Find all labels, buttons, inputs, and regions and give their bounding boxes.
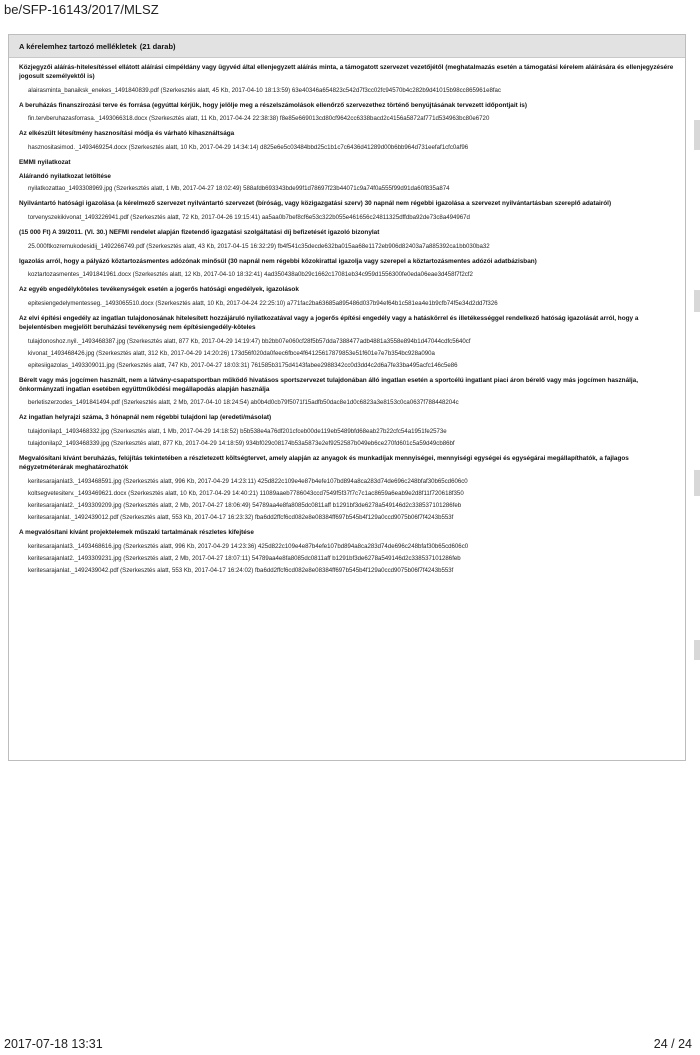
panel-title: A kérelemhez tartozó mellékletek [19, 41, 137, 51]
section-title: Közjegyzői aláírás-hitelesítéssel ellátott aláírási címpéldány vagy ügyvéd által ellenjegyzett aláírás minta, a támogatott szervezet vezetőjétől (meghatalmazás esetén a támogatási kérelem aláírására és ellenjegyzésére jogosult személyektől is) [19, 64, 674, 80]
attachment-file: keritesarajanlat._1492439042.pdf (Szerkesztés alatt, 553 Kb, 2017-04-17 16:24:02) fba6dd2ffcf6cd082e8e08384ff697b545b4f129a0ccd9075b06f7f4243b553f [28, 566, 454, 574]
attachment-section [19, 159, 679, 195]
section-subtitle: Aláírandó nyilatkozat letöltése [19, 172, 111, 180]
attachment-section [19, 315, 679, 372]
section-title: Igazolás arról, hogy a pályázó köztartozásmentes adózónak minősül (30 napnál nem régebbi közokirattal igazolja vagy szerepel a köztartozásmentes adózói adatbázisban) [19, 257, 537, 265]
attachment-file: tulajdonilap1_1493468332.jpg (Szerkesztés alatt, 1 Mb, 2017-04-29 14:18:52) b5b538e4a76df201cfceb00de119eb5489bfd68eab27b22cfc54a1951fe2573e [28, 428, 447, 436]
attachment-section [19, 229, 679, 253]
attachment-file: berletiszerzodes_1491841494.pdf (Szerkesztés alatt, 2 Mb, 2017-04-10 18:24:54) ab0b4d0cb79f5071f15adfb50dac8e1d0c6823a3e8153c0ca0637f788448204c [28, 399, 459, 407]
attachment-section [19, 102, 679, 126]
attachment-file: alairasminta_banaiksk_enekes_1491840839.pdf (Szerkesztés alatt, 45 Kb, 2017-04-10 18:13:59) 63e40346a654823c542d7f3cc02fc94570b4c282b9d41015b98cc865961e8fac [28, 86, 501, 94]
attachment-file: tulajdonoshoz.nyil._1493468387.jpg (Szerkesztés alatt, 877 Kb, 2017-04-29 14:19:47) bb2bb07e060cf28f5b57dda7388477adb4881a3558e894b1d47044cdfc5640cf [28, 337, 471, 345]
attachments-panel-header [9, 35, 685, 58]
scan-edge-mark [694, 640, 700, 660]
scan-edge-mark [694, 120, 700, 150]
section-title: EMMI nyilatkozat [19, 159, 71, 167]
attachment-section [19, 130, 679, 154]
page-number: 24 / 24 [653, 1037, 692, 1051]
section-title: A beruházás finanszírozási terve és forrása (egyúttal kérjük, hogy jelölje meg a részelszámolások ellenőrző szervezethez történő benyújtásának tervezett időpontjait is) [19, 101, 527, 109]
attachment-section [19, 200, 679, 224]
section-title: Bérelt vagy más jogcímen használt, nem a látvány-csapatsportban működő hivatásos sportszervezet tulajdonában álló ingatlan esetén a sportcélú ingatlant piaci áron bérelő vagy más jogcímen használja, önkormányzati ingatlan esetében együttműködési megállapodás alapján használja [19, 376, 639, 393]
attachment-file: fin.tervberuhazasforrasa._1493066318.docx (Szerkesztés alatt, 11 Kb, 2017-04-24 22:38:38) f8e85e669013cd80cf9642cc6338bacd2c4156a5872af771d534963bc80e6720 [28, 115, 490, 123]
attachment-file: keritesarajanlat2._1493309231.jpg (Szerkesztés alatt, 2 Mb, 2017-04-27 18:07:11) 54789aa4e8fa8085dc0811aff b1291bf3de6278a549146d2c338537101286feb [28, 554, 461, 562]
section-title: Az elvi építési engedély az ingatlan tulajdonosának hitelesített hozzájáruló nyilatkozatával vagy a jogerős építési engedély vagy a hatáskörrel és illetékességgel rendelkező hatóság igazolását arról, hogy a bejelentésben megjelölt beruházási tevékenység nem építésiengedély-köteles [19, 315, 639, 331]
attachment-sections [9, 58, 685, 577]
attachment-section [19, 64, 679, 97]
attachment-file: torvenyszekikivonat_1493226941.pdf (Szerkesztés alatt, 72 Kb, 2017-04-26 19:15:41) aa5aa0b7bef8cf6e53c322b055e461656c24811325dffdba92de73c8a494967d [28, 213, 470, 221]
print-timestamp: 2017-07-18 13:31 [4, 1037, 103, 1051]
attachment-file: keritesarajanlat._1492439012.pdf (Szerkesztés alatt, 553 Kb, 2017-04-17 16:23:32) fba6dd2ffcf6cd082e8e08384ff697b545b4f129a0ccd9075b06f7f4243b553f [28, 513, 454, 521]
attachment-file: hasznositasimod._1493469254.docx (Szerkesztés alatt, 10 Kb, 2017-04-29 14:34:14) d825e6e5c03484bbd25c1b1c7c6436d41289d00b6bb964d731eefaf1cfc0af96 [28, 144, 469, 152]
attachment-count: (21 darab) [139, 41, 176, 51]
section-title: Az elkészült létesítmény hasznosítási módja és várható kihasználtsága [19, 130, 235, 138]
attachment-section [19, 286, 679, 310]
attachment-file: 25.000ftkozremukodesidij_1492266749.pdf (Szerkesztés alatt, 43 Kb, 2017-04-15 16:32:29) fb4f541c35decde632ba015aa68e1172eb906d82403a7a885392ca1bb030ba32 [28, 242, 490, 250]
attachment-section [19, 529, 679, 577]
attachment-file: keritesarajanlat3._1493468616.jpg (Szerkesztés alatt, 996 Kb, 2017-04-29 14:23:36) 425d822c109e4e87b4efe107bd894a8ca283d74de696c248bfaf30b65cd606c0 [28, 542, 469, 550]
attachments-panel [8, 34, 686, 761]
attachment-file: epitesiengedelymentesseg._1493065510.docx (Szerkesztés alatt, 10 Kb, 2017-04-24 22:25:10) a771fac2ba63685a895486d037b94ef64b1c581ea4e1b9cfb74f5e34d2dd7f326 [28, 300, 498, 308]
section-title: Megvalósítani kívánt beruházás, felújítás tekintetében a részletezett költségtervet, amely alapján az anyagok és munkadíjak mennyiségei, mennyiségi egységei és egységárai megállapíthatók, a fajlagos négyzetméterárak meghatározhatók [19, 455, 629, 471]
attachment-file: nyilatkozattao_1493308969.jpg (Szerkesztés alatt, 1 Mb, 2017-04-27 18:02:49) 588afdb693343bde99f1d78697f23b44071c9a74f0a555f99d91da60f835a874 [28, 184, 450, 192]
attachment-section [19, 455, 679, 524]
section-title: Az egyéb engedélyköteles tevékenységek esetén a jogerős hatósági engedélyek, igazolások [19, 286, 299, 294]
document-reference: be/SFP-16143/2017/MLSZ [4, 2, 159, 17]
attachment-file: keritesarajanlat2._1493309209.jpg (Szerkesztés alatt, 2 Mb, 2017-04-27 18:06:49) 54789aa4e8fa8085dc0811aff b1291bf3de6278a549146d2c338537101286feb [28, 501, 462, 509]
attachment-file: tulajdonilap2_1493468339.jpg (Szerkesztés alatt, 877 Kb, 2017-04-29 14:18:59) 934bf029c08174b53a5873e2ef9252587b049eb6ce270fd601c5a59d49cb86bf [28, 440, 455, 448]
section-title: Nyilvántartó hatósági igazolása (a kérelmező szervezet nyilvántartó szervezet (bíróság, vagy közigazgatási szerv) 30 napnál nem régebbi igazolása a szervezet nyilvántartásban szereplő adatairól) [19, 199, 612, 207]
attachment-file: kivonat_1493468426.jpg (Szerkesztés alatt, 312 Kb, 2017-04-29 14:20:26) 173d56f020da0feec6fbce4f64125617879853e51f601e7e7b354bc928a090a [28, 349, 435, 357]
attachment-section [19, 414, 679, 450]
attachment-file: keritesarajanlat3._1493468591.jpg (Szerkesztés alatt, 996 Kb, 2017-04-29 14:23:11) 425d822c109e4e87b4efe107bd894a8ca283d74de696c248bfaf30b65cd606c0 [28, 477, 468, 485]
scan-edge-mark [694, 470, 700, 496]
scan-edge-mark [694, 290, 700, 312]
attachment-section [19, 258, 679, 282]
attachment-file: koztartozasmentes_1491841961.docx (Szerkesztés alatt, 12 Kb, 2017-04-10 18:32:41) 4ad350438a0b29c1662c17081eb34c959d1556300fe0eda06eae3d458f7f2cf2 [28, 271, 473, 279]
attachment-section [19, 377, 679, 410]
attachment-file: epitesiigazolas_1493309011.jpg (Szerkesztés alatt, 747 Kb, 2017-04-27 18:03:31) 761585b3175d4143fabee2988342cc0d3dd4c2d6a7fe33ba495acfc146c5e86 [28, 361, 458, 369]
section-title: A megvalósítani kívánt projektelemek műszaki tartalmának részletes kifejtése [19, 528, 254, 536]
section-title: (15 000 Ft) A 39/2011. (VI. 30.) NEFMI rendelet alapján fizetendő igazgatási szolgáltatási díj befizetését igazoló bizonylat [19, 228, 380, 236]
section-title: Az ingatlan helyrajzi száma, 3 hónapnál nem régebbi tulajdoni lap (eredeti/másolat) [19, 414, 272, 422]
attachment-file: koltsegvetesiterv._1493469621.docx (Szerkesztés alatt, 10 Kb, 2017-04-29 14:40:21) 11089aaeb7786043ccd7549f5f37f7c7c1ac8659a6eab9e2d8f11f720618f350 [28, 489, 464, 497]
